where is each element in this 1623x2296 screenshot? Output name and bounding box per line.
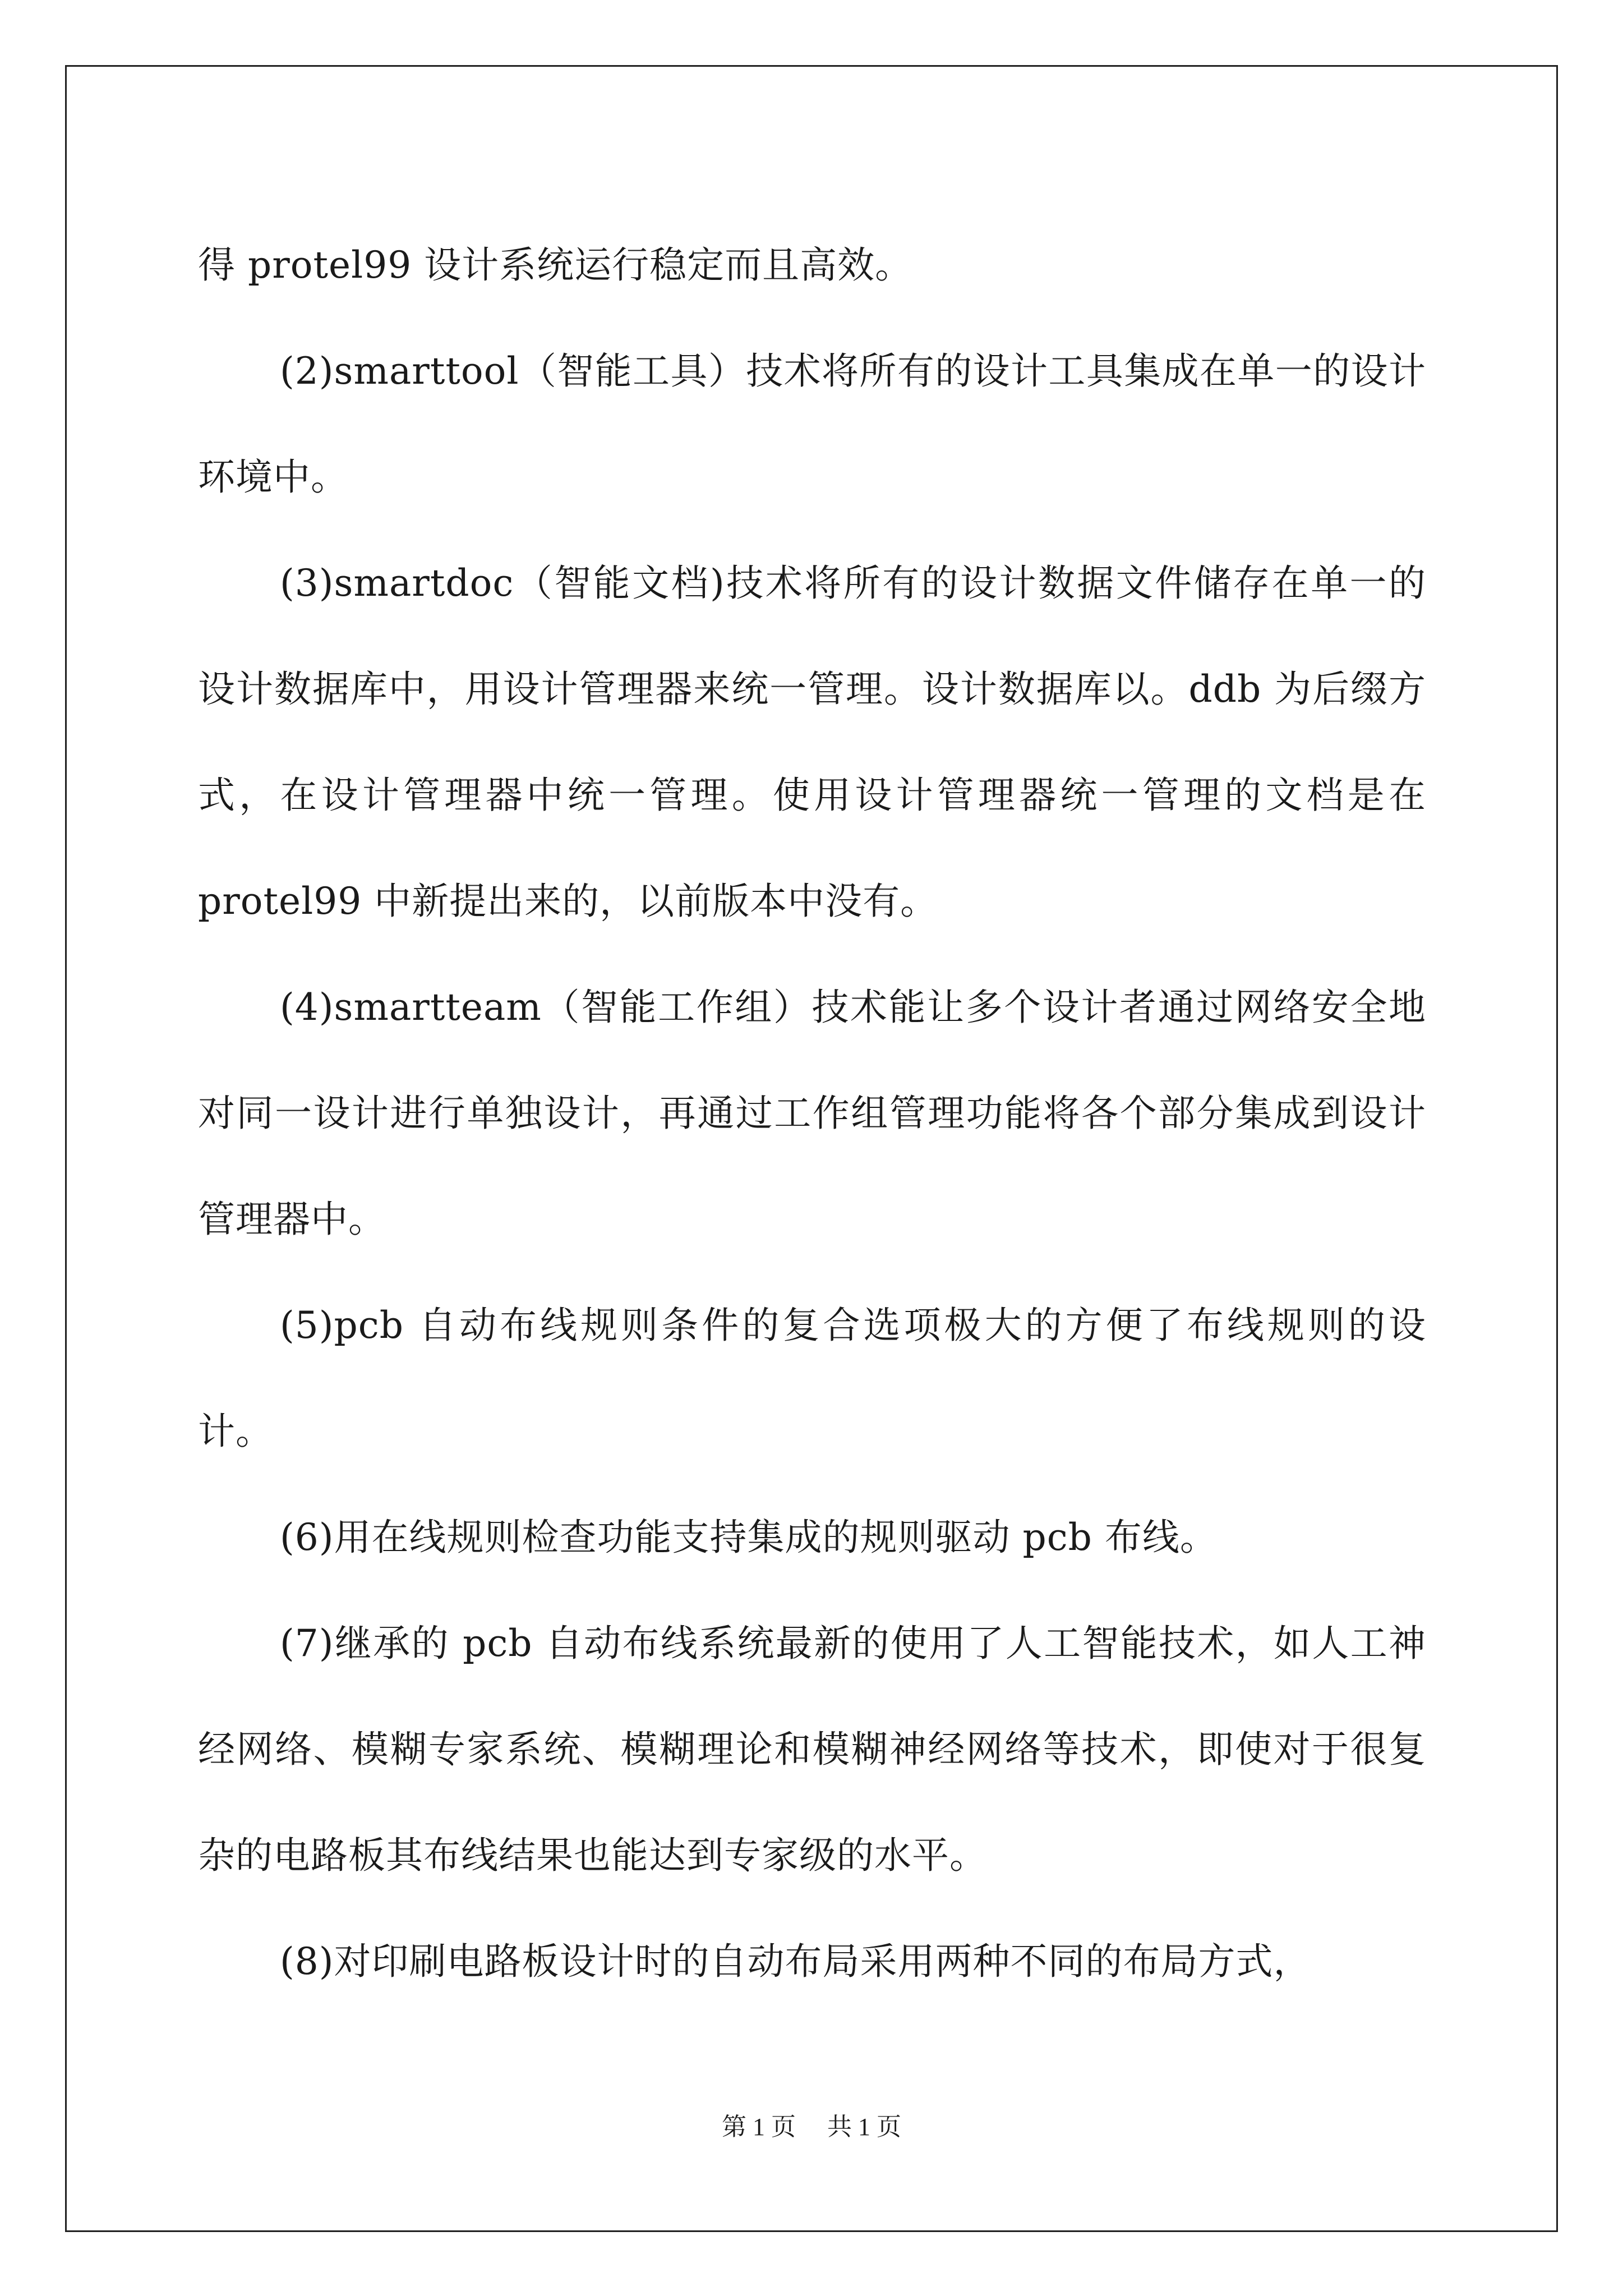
page-number: 第 1 页: [722, 2113, 796, 2141]
page-total: 共 1 页: [827, 2113, 901, 2141]
paragraph-5: (5)pcb 自动布线规则条件的复合选项极大的方便了布线规则的设计。: [198, 1304, 1426, 1453]
paragraph-6: (6)用在线规则检查功能支持集成的规则驱动 pcb 布线。: [280, 1516, 1218, 1559]
paragraph-2: (2)smarttool（智能工具）技术将所有的设计工具集成在单一的设计环境中。: [198, 349, 1426, 499]
paragraph-1: 得 protel99 设计系统运行稳定而且高效。: [198, 243, 913, 287]
document-body: [198, 212, 1426, 2014]
paragraph-4: (4)smartteam（智能工作组）技术能让多个设计者通过网络安全地对同一设计进行单独设计，再通过工作组管理功能将各个部分集成到设计管理器中。: [198, 986, 1426, 1241]
paragraph-3: (3)smartdoc（智能文档)技术将所有的设计数据文件储存在单一的设计数据库中，用设计管理器来统一管理。设计数据库以。ddb 为后缀方式，在设计管理器中统一管理。使用设计管理器统一管理的文档是在 protel99 中新提出来的，以前版本中没有。: [198, 562, 1426, 923]
paragraph-7: (7)继承的 pcb 自动布线系统最新的使用了人工智能技术，如人工神经网络、模糊专家系统、模糊理论和模糊神经网络等技术，即使对于很复杂的电路板其布线结果也能达到专家级的水平。: [198, 1622, 1426, 1877]
page-footer: [0, 2110, 1623, 2144]
paragraph-8: (8)对印刷电路板设计时的自动布局采用两种不同的布局方式，: [280, 1940, 1311, 1983]
